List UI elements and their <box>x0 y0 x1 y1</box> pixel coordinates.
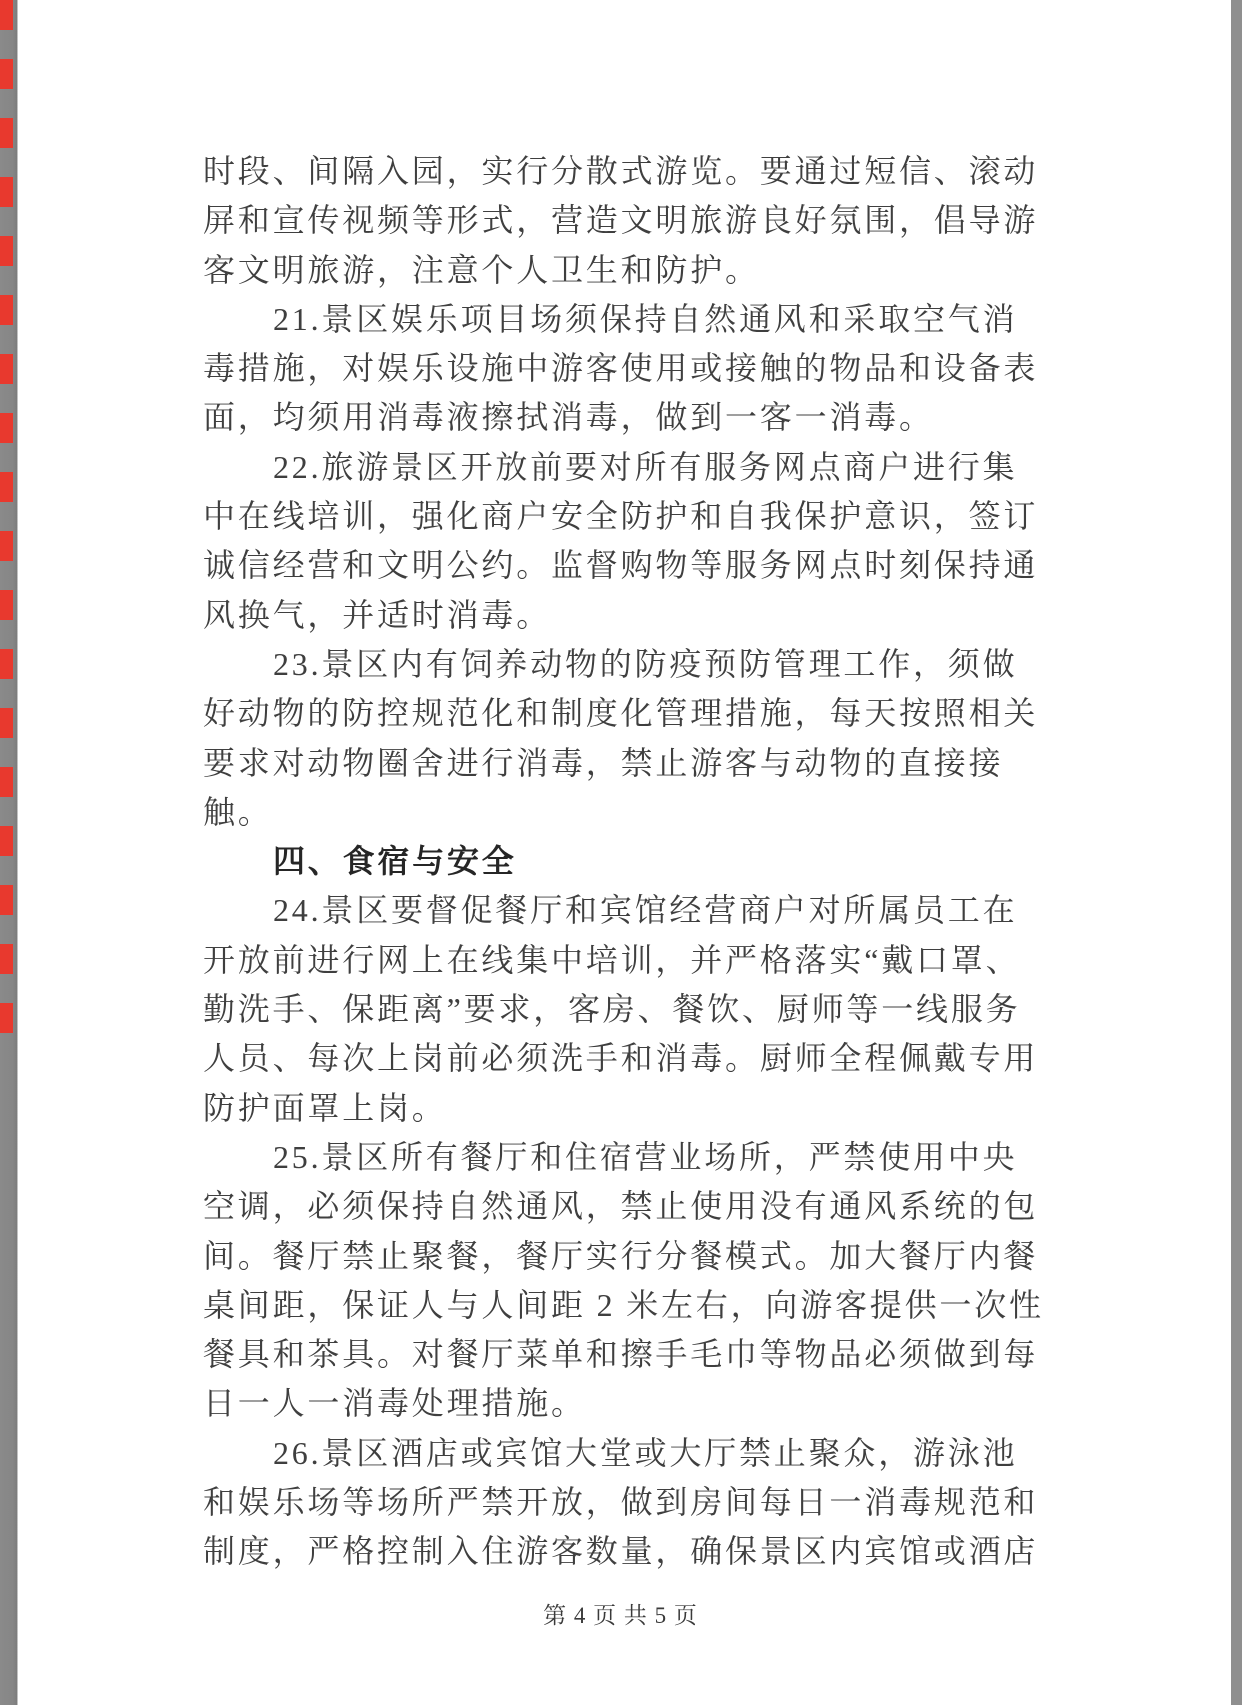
text-line: 屏和宣传视频等形式，营造文明旅游良好氛围，倡导游 <box>203 202 1039 239</box>
text-line: 22.旅游景区开放前要对所有服务网点商户进行集 <box>273 448 1018 485</box>
text-line: 开放前进行网上在线集中培训，并严格落实“戴口罩、 <box>203 941 1021 978</box>
text-line: 21.景区娱乐项目场须保持自然通风和采取空气消 <box>273 300 1018 337</box>
text-line: 防护面罩上岗。 <box>203 1089 447 1126</box>
text-line: 日一人一消毒处理措施。 <box>203 1385 586 1422</box>
text-line: 和娱乐场等场所严禁开放，做到房间每日一消毒规范和 <box>203 1484 1039 1521</box>
text-line: 26.景区酒店或宾馆大堂或大厅禁止聚众，游泳池 <box>273 1434 1018 1471</box>
text-line: 餐具和茶具。对餐厅菜单和擦手毛巾等物品必须做到每 <box>203 1336 1039 1373</box>
text-line: 空调，必须保持自然通风，禁止使用没有通风系统的包 <box>203 1188 1039 1225</box>
text-line: 面，均须用消毒液擦拭消毒，做到一客一消毒。 <box>203 399 934 436</box>
scan-gutter-right <box>1231 0 1242 1705</box>
text-line: 触。 <box>203 793 273 830</box>
text-line: 24.景区要督促餐厅和宾馆经营商户对所属员工在 <box>273 892 1018 929</box>
scan-gutter-left <box>0 0 18 1705</box>
text-line: 要求对动物圈舍进行消毒，禁止游客与动物的直接接 <box>203 744 1004 781</box>
text-line: 毒措施，对娱乐设施中游客使用或接触的物品和设备表 <box>203 350 1039 387</box>
text-line: 风换气，并适时消毒。 <box>203 596 552 633</box>
text-line: 间。餐厅禁止聚餐，餐厅实行分餐模式。加大餐厅内餐 <box>203 1237 1039 1274</box>
text-line: 25.景区所有餐厅和住宿营业场所，严禁使用中央 <box>273 1138 1018 1175</box>
text-line: 桌间距，保证人与人间距 2 米左右，向游客提供一次性 <box>203 1286 1044 1323</box>
text-line: 制度，严格控制入住游客数量，确保景区内宾馆或酒店 <box>203 1533 1039 1570</box>
red-edge-marks <box>0 0 13 1038</box>
document-lines <box>203 147 1044 1577</box>
text-line: 人员、每次上岗前必须洗手和消毒。厨师全程佩戴专用 <box>203 1040 1039 1077</box>
text-line: 时段、间隔入园，实行分散式游览。要通过短信、滚动 <box>203 153 1039 189</box>
text-line: 23.景区内有饲养动物的防疫预防管理工作，须做 <box>273 645 1018 682</box>
section-heading: 四、食宿与安全 <box>273 843 517 880</box>
text-line: 中在线培训，强化商户安全防护和自我保护意识，签订 <box>203 498 1039 535</box>
text-line: 勤洗手、保距离”要求，客房、餐饮、厨师等一线服务 <box>203 991 1021 1028</box>
text-line: 好动物的防控规范化和制度化管理措施，每天按照相关 <box>203 695 1039 732</box>
text-line: 客文明旅游，注意个人卫生和防护。 <box>203 251 760 288</box>
page-number-footer: 第 4 页 共 5 页 <box>543 1602 698 1628</box>
text-line: 诚信经营和文明公约。监督购物等服务网点时刻保持通 <box>203 547 1039 584</box>
page-body <box>203 147 1044 1630</box>
